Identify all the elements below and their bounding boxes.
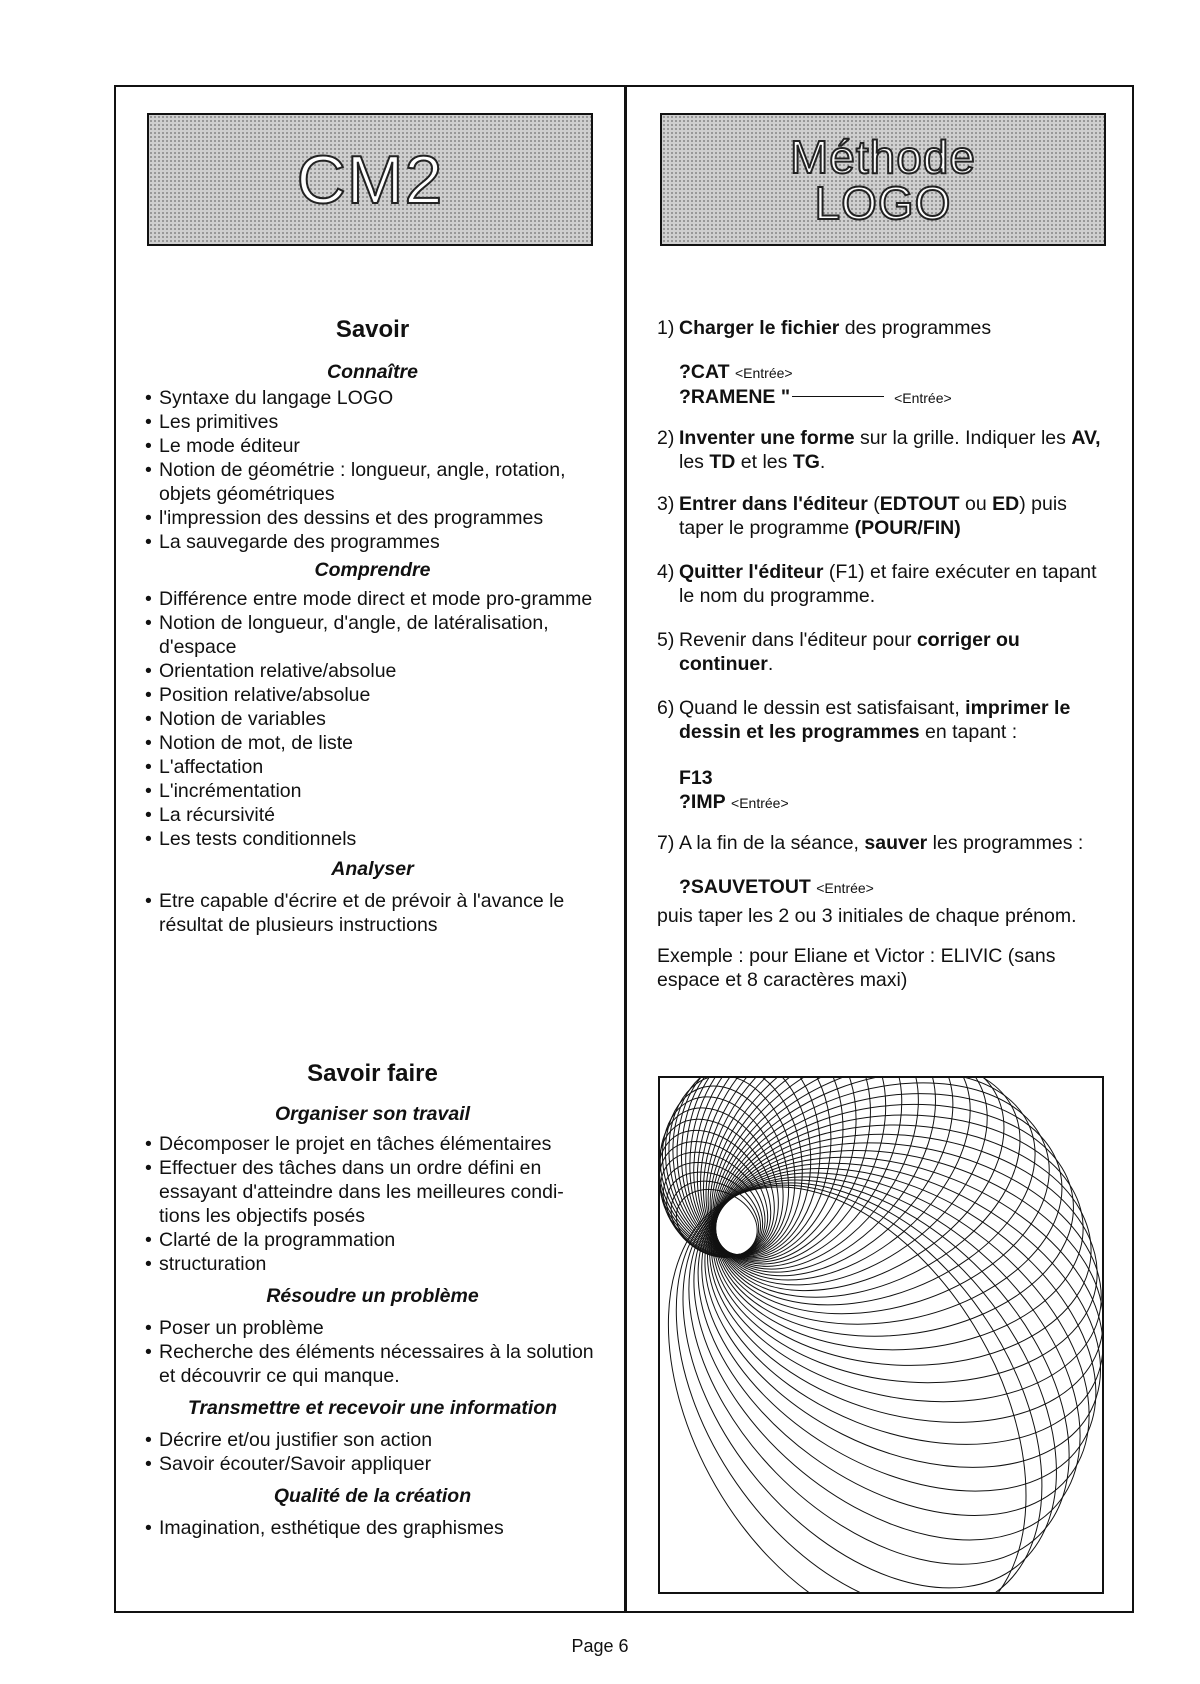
drawing-loop	[665, 1103, 1102, 1499]
method-steps	[657, 316, 1107, 992]
list-item: • Différence entre mode direct et mode pro-gramme	[145, 587, 600, 611]
list-item: • Notion de géométrie : longueur, angle, rotation, objets géométriques	[145, 458, 600, 506]
list-item: • L'incrémentation	[145, 779, 600, 803]
analyser-list	[145, 889, 600, 937]
connaitre-list	[145, 386, 600, 554]
comprendre-heading: Comprendre	[314, 559, 431, 581]
list-item: • Position relative/absolue	[145, 683, 600, 707]
cm2-title-box	[147, 113, 593, 246]
initiales-text: puis taper les 2 ou 3 initiales de chaque prénom.	[657, 905, 1077, 927]
drawing-border	[660, 1078, 1102, 1592]
qualite-list	[145, 1516, 600, 1540]
blank-line	[792, 396, 884, 397]
connaitre-heading: Connaître	[326, 361, 418, 383]
savoir-section	[145, 318, 600, 937]
list-item: • Etre capable d'écrire et de prévoir à l'avance le résultat de plusieurs instructions	[145, 889, 600, 937]
qualite-heading: Qualité de la création	[273, 1485, 472, 1507]
list-item: • Le mode éditeur	[145, 434, 600, 458]
list-item: • Décrire et/ou justifier son action	[145, 1428, 600, 1452]
step-3: 3) Entrer dans l'éditeur (EDTOUT ou ED) puis taper le programme (POUR/FIN)	[657, 493, 1067, 539]
comprendre-list	[145, 587, 600, 851]
list-item: • La sauvegarde des programmes	[145, 530, 600, 554]
page-number: Page 6	[571, 1636, 629, 1656]
list-item: • Poser un problème	[145, 1316, 600, 1340]
list-item: • Recherche des éléments nécessaires à la solution et découvrir ce qui manque.	[145, 1340, 600, 1388]
resoudre-list	[145, 1316, 600, 1388]
list-item: • Les tests conditionnels	[145, 827, 600, 851]
list-item: • Notion de longueur, d'angle, de latéralisation, d'espace	[145, 611, 600, 659]
step-6: 6) Quand le dessin est satisfaisant, imprimer le dessin et les programmes en tapant :	[657, 697, 1071, 743]
resoudre-heading: Résoudre un problème	[266, 1285, 479, 1307]
list-item: • La récursivité	[145, 803, 600, 827]
methode-logo-title-box	[660, 113, 1106, 246]
drawing-loop	[681, 1078, 1068, 1348]
list-item: • Notion de variables	[145, 707, 600, 731]
sauvetout-command: ?SAUVETOUT <Entrée>	[679, 876, 874, 898]
cat-command: ?CAT <Entrée>	[679, 361, 793, 383]
column-divider	[624, 85, 627, 1613]
cm2-title: CM2	[296, 141, 444, 218]
savoir-faire-section	[145, 1062, 600, 1540]
step-7: 7) A la fin de la séance, sauver les programmes :	[657, 832, 1084, 854]
list-item: • L'affectation	[145, 755, 600, 779]
list-item: • l'impression des dessins et des programmes	[145, 506, 600, 530]
list-item: • Effectuer des tâches dans un ordre défini en essayant d'atteindre dans les meilleures condi-tions les objectifs posés	[145, 1156, 600, 1228]
methode-logo-title: Méthode LOGO	[789, 130, 976, 229]
drawing-loop	[662, 1078, 962, 1309]
list-item: • Clarté de la programmation	[145, 1228, 600, 1252]
drawing-loop	[660, 1124, 1100, 1592]
step-4: 4) Quitter l'éditeur (F1) et faire exécuter en tapant le nom du programme.	[657, 561, 1097, 607]
savoir-heading: Savoir	[335, 316, 410, 343]
step-1: 1) Charger le fichier des programmes	[657, 317, 992, 339]
logo-drawing-box	[658, 1076, 1104, 1594]
organiser-heading: Organiser son travail	[274, 1103, 471, 1125]
logo-spiral-drawing	[660, 1078, 1102, 1592]
savoir-faire-heading: Savoir faire	[307, 1060, 438, 1087]
list-item: • Les primitives	[145, 410, 600, 434]
ramene-command: ?RAMENE " <Entrée>	[679, 386, 952, 408]
list-item: • structuration	[145, 1252, 600, 1276]
f13-command: F13	[679, 767, 713, 789]
step-2: 2) Inventer une forme sur la grille. Indiquer les AV, les TD et les TG.	[657, 427, 1101, 473]
list-item: • Notion de mot, de liste	[145, 731, 600, 755]
imp-command: ?IMP <Entrée>	[679, 791, 789, 813]
analyser-heading: Analyser	[331, 858, 414, 880]
drawing-loop	[660, 1102, 1102, 1529]
step-5: 5) Revenir dans l'éditeur pour corriger ou continuer.	[657, 629, 1020, 675]
list-item: • Orientation relative/absolue	[145, 659, 600, 683]
organiser-list	[145, 1132, 600, 1276]
list-item: • Savoir écouter/Savoir appliquer	[145, 1452, 600, 1476]
exemple-text: Exemple : pour Eliane et Victor : ELIVIC (sans espace et 8 caractères maxi)	[657, 945, 1056, 991]
transmettre-heading: Transmettre et recevoir une information	[187, 1397, 558, 1419]
list-item: • Imagination, esthétique des graphismes	[145, 1516, 600, 1540]
transmettre-list	[145, 1428, 600, 1476]
list-item: • Syntaxe du langage LOGO	[145, 386, 600, 410]
list-item: • Décomposer le projet en tâches élémentaires	[145, 1132, 600, 1156]
